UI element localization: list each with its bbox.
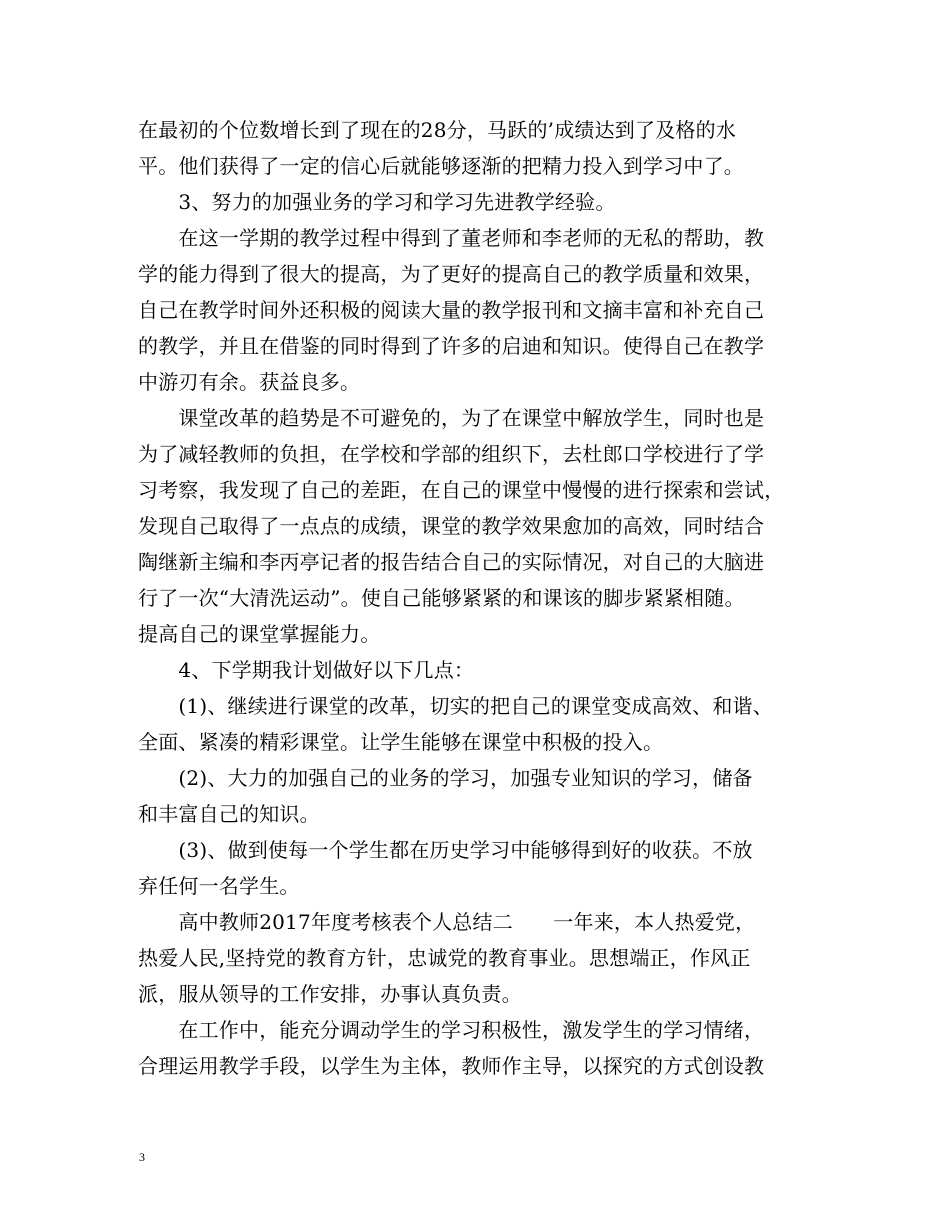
- text-line: 发现自己取得了一点点的成绩，课堂的教学效果愈加的高效，同时结合: [138, 514, 765, 538]
- page-number: 3: [139, 1150, 145, 1164]
- text-line: 热爱人民,坚持党的教育方针，忠诚党的教育事业。思想端正，作风正: [138, 946, 751, 970]
- text-line: 平。他们获得了一定的信心后就能够逐渐的把精力投入到学习中了。: [138, 154, 744, 178]
- text-line: 提高自己的课堂掌握能力。: [138, 622, 381, 646]
- text-line: (1)、继续进行课堂的改革，切实的把自己的课堂变成高效、和谐、: [138, 694, 773, 718]
- text-line: 弃任何一名学生。: [138, 874, 300, 898]
- text-line: (3)、做到使每一个学生都在历史学习中能够得到好的收获。不放: [138, 838, 753, 862]
- text-line: 习考察，我发现了自己的差距，在自己的课堂中慢慢的进行探索和尝试，: [138, 478, 785, 502]
- text-line: 在工作中，能充分调动学生的学习积极性，激发学生的学习情绪，: [138, 1018, 765, 1042]
- text-line: 和丰富自己的知识。: [138, 802, 320, 826]
- text-line: (2)、大力的加强自己的业务的学习，加强专业知识的学习，储备: [138, 766, 753, 790]
- text-line: 学的能力得到了很大的提高，为了更好的提高自己的教学质量和效果，: [138, 262, 765, 286]
- text-line: 合理运用教学手段，以学生为主体，教师作主导，以探究的方式创设教: [138, 1054, 765, 1078]
- text-line: 3、努力的加强业务的学习和学习先进教学经验。: [138, 190, 616, 214]
- text-line: 派，服从领导的工作安排，办事认真负责。: [138, 982, 522, 1006]
- text-line: 行了一次“大清洗运动”。使自己能够紧紧的和课该的脚步紧紧相随。: [138, 586, 745, 610]
- text-line: 中游刃有余。获益良多。: [138, 370, 361, 394]
- text-line: 的教学，并且在借鉴的同时得到了许多的启迪和知识。使得自己在教学: [138, 334, 765, 358]
- text-line: 全面、紧凑的精彩课堂。让学生能够在课堂中积极的投入。: [138, 730, 664, 754]
- text-line: 为了减轻教师的负担，在学校和学部的组织下，去杜郎口学校进行了学: [138, 442, 765, 466]
- text-line: 4、下学期我计划做好以下几点：: [138, 658, 475, 682]
- text-line: 在最初的个位数增长到了现在的28分，马跃的’成绩达到了及格的水: [138, 118, 737, 142]
- text-line: 陶继新主编和李丙亭记者的报告结合自己的实际情况，对自己的大脑进: [138, 550, 765, 574]
- text-line: 高中教师2017年度考核表个人总结二 一年来，本人热爱党，: [138, 910, 756, 934]
- text-line: 课堂改革的趋势是不可避免的，为了在课堂中解放学生，同时也是: [138, 406, 765, 430]
- text-line: 在这一学期的教学过程中得到了董老师和李老师的无私的帮助，教: [138, 226, 765, 250]
- text-line: 自己在教学时间外还积极的阅读大量的教学报刊和文摘丰富和补充自己: [138, 298, 765, 322]
